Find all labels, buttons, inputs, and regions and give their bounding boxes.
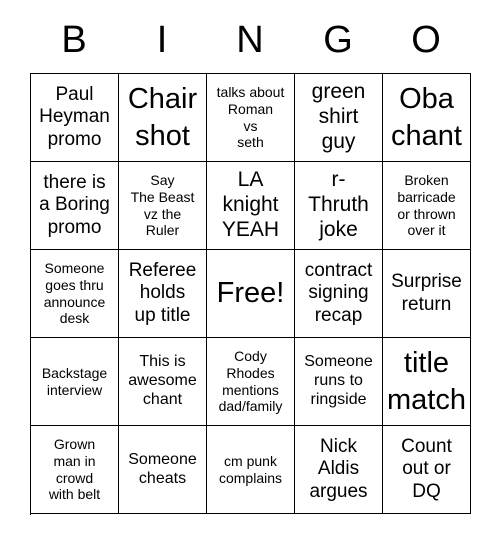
bingo-cell[interactable]: Backstage interview xyxy=(31,338,119,426)
header-letter-g: G xyxy=(323,18,353,61)
header-letter-i: I xyxy=(156,18,168,61)
bingo-cell[interactable]: r- Thruth joke xyxy=(295,162,383,250)
bingo-cell[interactable]: Someone runs to ringside xyxy=(295,338,383,426)
header-letter-n: N xyxy=(236,18,264,61)
bingo-grid xyxy=(30,73,471,515)
bingo-cell[interactable]: title match xyxy=(383,338,471,426)
bingo-cell[interactable]: Say The Beast vz the Ruler xyxy=(119,162,207,250)
bingo-cell[interactable]: Chair shot xyxy=(119,74,207,162)
bingo-cell[interactable]: Grown man in crowd with belt xyxy=(31,426,119,514)
bingo-cell[interactable]: Oba chant xyxy=(383,74,471,162)
bingo-cell[interactable]: Cody Rhodes mentions dad/family xyxy=(207,338,295,426)
bingo-cell[interactable]: green shirt guy xyxy=(295,74,383,162)
bingo-cell[interactable]: there is a Boring promo xyxy=(31,162,119,250)
bingo-cell[interactable]: Nick Aldis argues xyxy=(295,426,383,514)
free-space[interactable]: Free! xyxy=(207,250,295,338)
bingo-cell[interactable]: This is awesome chant xyxy=(119,338,207,426)
bingo-cell[interactable]: contract signing recap xyxy=(295,250,383,338)
bingo-cell[interactable]: Broken barricade or thrown over it xyxy=(383,162,471,250)
bingo-cell[interactable]: Paul Heyman promo xyxy=(31,74,119,162)
bingo-cell[interactable]: cm punk complains xyxy=(207,426,295,514)
bingo-header xyxy=(30,0,470,72)
bingo-cell[interactable]: talks about Roman vs seth xyxy=(207,74,295,162)
header-letter-o: O xyxy=(411,18,441,61)
bingo-cell[interactable]: Someone goes thru announce desk xyxy=(31,250,119,338)
bingo-cell[interactable]: Someone cheats xyxy=(119,426,207,514)
bingo-cell[interactable]: Referee holds up title xyxy=(119,250,207,338)
bingo-cell[interactable]: Count out or DQ xyxy=(383,426,471,514)
bingo-cell[interactable]: Surprise return xyxy=(383,250,471,338)
bingo-cell[interactable]: LA knight YEAH xyxy=(207,162,295,250)
header-letter-b: B xyxy=(61,18,87,61)
